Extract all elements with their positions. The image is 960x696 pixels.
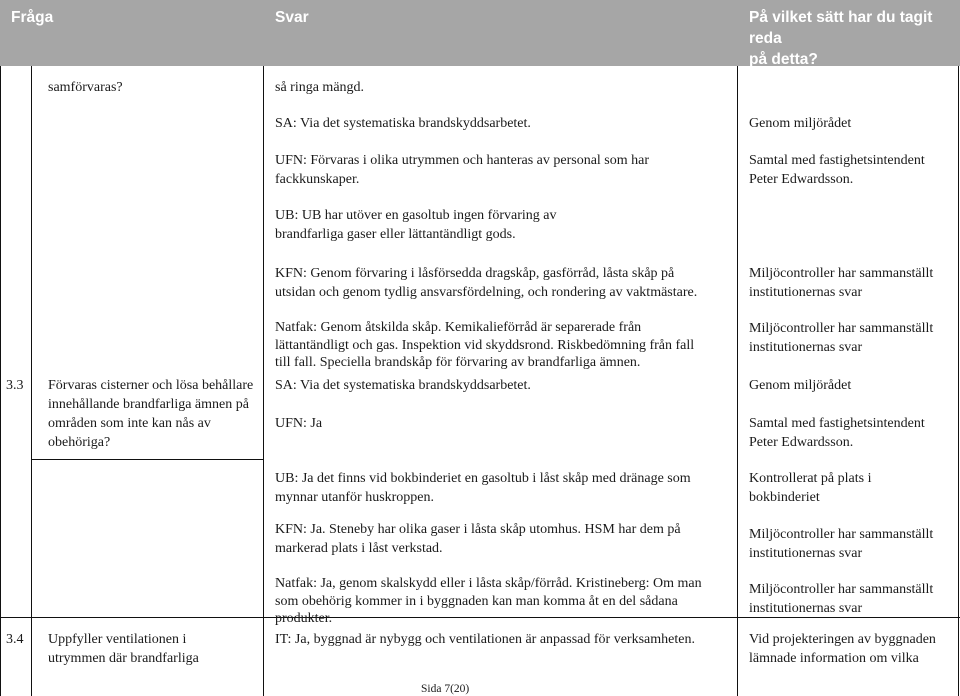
answer-line: fackkunskaper. bbox=[275, 172, 360, 187]
answer-line: markerad plats i låst verkstad. bbox=[275, 541, 443, 556]
answer-entry bbox=[275, 264, 697, 302]
source-line: Peter Edwardsson. bbox=[749, 435, 854, 450]
source-line: Miljöcontroller har sammanställt bbox=[749, 582, 934, 597]
answer-entry bbox=[275, 78, 364, 97]
source-entry bbox=[749, 525, 933, 563]
question-number: 3.4 bbox=[6, 632, 24, 647]
answer-line: mynnar utanför huskroppen. bbox=[275, 490, 435, 505]
question-line: samförvaras? bbox=[48, 80, 123, 95]
answer-line: produkter. bbox=[275, 611, 333, 626]
answer-line: Natfak: Ja, genom skalskydd eller i låsta skåp/förråd. Kristineberg: Om man bbox=[275, 576, 702, 591]
column-divider-question bbox=[263, 66, 264, 696]
source-line: Genom miljörådet bbox=[749, 378, 852, 393]
header-question: Fråga bbox=[11, 9, 54, 26]
answer-line: som obehörig kommer in i byggnaden kan man komma åt en del sådana bbox=[275, 593, 678, 609]
column-divider-answer bbox=[737, 66, 738, 696]
question-line: innehållande brandfarliga ämnen på bbox=[48, 397, 249, 412]
answer-line: UB: Ja det finns vid bokbinderiet en gasoltub i låst skåp med dränage som bbox=[275, 471, 691, 486]
question-line: utrymmen där brandfarliga bbox=[48, 651, 199, 666]
question-number: 3.3 bbox=[6, 378, 24, 393]
answer-line: KFN: Ja. Steneby har olika gaser i låsta skåp utomhus. HSM har dem på bbox=[275, 522, 681, 537]
source-entry bbox=[749, 319, 933, 357]
answer-line: till fall. Speciella brandskåp för förvaring av brandfarliga ämnen. bbox=[275, 355, 641, 370]
answer-entry bbox=[275, 520, 681, 558]
source-line: Miljöcontroller har sammanställt bbox=[749, 527, 934, 542]
answer-entry bbox=[275, 319, 694, 372]
source-line: Peter Edwardsson. bbox=[749, 172, 854, 187]
answer-line: SA: Via det systematiska brandskyddsarbetet. bbox=[275, 378, 531, 393]
header-source-line-1: På vilket sätt har du tagit reda bbox=[749, 9, 933, 47]
answer-line: lättantändligt och gas. Inspektion vid skyddsrond. Riskbedömning från fall bbox=[275, 337, 695, 353]
source-entry bbox=[749, 414, 925, 452]
question-3-4 bbox=[48, 630, 199, 668]
source-line: Genom miljörådet bbox=[749, 116, 852, 131]
question-line: Förvaras cisterner och lösa behållare bbox=[48, 378, 254, 393]
answer-line: brandfarliga gaser eller lättantändligt gods. bbox=[275, 227, 516, 242]
source-entry bbox=[749, 114, 851, 133]
source-line: bokbinderiet bbox=[749, 490, 820, 505]
answer-line: IT: Ja, byggnad är nybygg och ventilationen är anpassad för verksamheten. bbox=[275, 632, 695, 647]
answer-entry bbox=[275, 151, 649, 189]
answer-line: KFN: Genom förvaring i låsförsedda dragskåp, gasförråd, låsta skåp på bbox=[275, 266, 675, 281]
source-entry bbox=[749, 151, 925, 189]
table-border-left bbox=[0, 66, 1, 696]
answer-line: SA: Via det systematiska brandskyddsarbetet. bbox=[275, 116, 531, 131]
header-source bbox=[749, 7, 960, 70]
source-line: institutionernas svar bbox=[749, 601, 863, 616]
answer-entry bbox=[275, 206, 557, 244]
answer-line: Natfak: Genom åtskilda skåp. Kemikalieförråd är separerade från bbox=[275, 320, 642, 335]
answer-entry bbox=[275, 575, 702, 628]
answer-entry bbox=[275, 630, 695, 649]
source-line: Vid projekteringen av byggnaden bbox=[749, 632, 936, 647]
answer-entry bbox=[275, 114, 531, 133]
header-source-line-2: på detta? bbox=[749, 51, 818, 68]
answer-line: UFN: Förvaras i olika utrymmen och hanteras av personal som har bbox=[275, 153, 650, 168]
source-line: Samtal med fastighetsintendent bbox=[749, 416, 925, 431]
table-header bbox=[0, 0, 960, 66]
source-entry bbox=[749, 376, 851, 395]
source-entry bbox=[749, 580, 933, 618]
source-entry bbox=[749, 469, 871, 507]
source-line: Miljöcontroller har sammanställt bbox=[749, 321, 934, 336]
source-entry bbox=[749, 264, 933, 302]
answer-entry bbox=[275, 376, 531, 395]
source-line: Kontrollerat på plats i bbox=[749, 471, 872, 486]
answer-line: UFN: Ja bbox=[275, 416, 323, 431]
source-line: institutionernas svar bbox=[749, 340, 863, 355]
question-line: Uppfyller ventilationen i bbox=[48, 632, 187, 647]
column-divider-number bbox=[31, 66, 32, 696]
answer-entry bbox=[275, 469, 691, 507]
answer-line: utsidan och genom tydlig ansvarsfördelning, och rondering av vaktmästare. bbox=[275, 285, 698, 300]
page-number: Sida 7(20) bbox=[421, 683, 470, 695]
table-border-right bbox=[958, 66, 959, 696]
answer-line: UB: UB har utöver en gasoltub ingen förvaring av bbox=[275, 208, 557, 223]
answer-line: så ringa mängd. bbox=[275, 80, 365, 95]
answer-entry bbox=[275, 414, 322, 433]
row-divider-question bbox=[31, 459, 263, 460]
source-line: Samtal med fastighetsintendent bbox=[749, 153, 925, 168]
question-3-3 bbox=[48, 376, 253, 452]
source-line: Miljöcontroller har sammanställt bbox=[749, 266, 934, 281]
source-entry bbox=[749, 630, 936, 668]
question-line: obehöriga? bbox=[48, 435, 111, 450]
source-line: institutionernas svar bbox=[749, 285, 863, 300]
source-line: institutionernas svar bbox=[749, 546, 863, 561]
source-line: lämnade information om vilka bbox=[749, 651, 919, 666]
question-line: områden som inte kan nås av bbox=[48, 416, 211, 431]
header-answer: Svar bbox=[275, 9, 309, 26]
question-continuation bbox=[48, 78, 123, 97]
